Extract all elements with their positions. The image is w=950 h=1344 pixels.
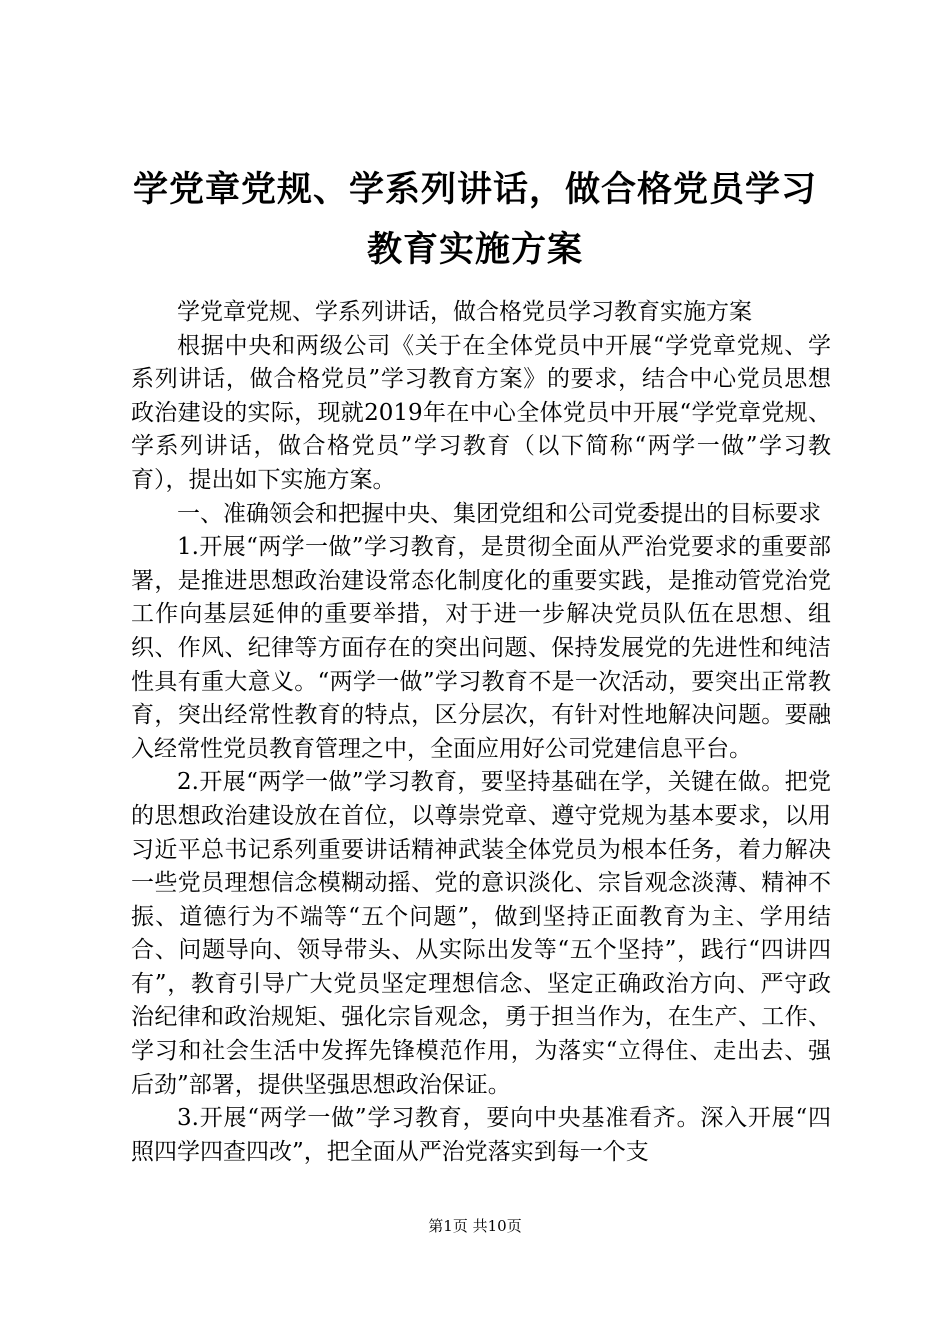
paragraph: 根据中央和两级公司《关于在全体党员中开展“学党章党规、学系列讲话，做合格党员”学习教育方案》的要求，结合中心党员思想政治建设的实际，现就2019年在中心全体党员中开展“学党章党规、学系列讲话，做合格党员”学习教育（以下简称“两学一做”学习教育），提出如下实施方案。 [131,332,831,493]
paragraph: 1.开展“两学一做”学习教育，是贯彻全面从严治党要求的重要部署，是推进思想政治建设常态化制度化的重要实践，是推动管党治党工作向基层延伸的重要举措，对于进一步解决党员队伍在思想、组织、作风、纪律等方面存在的突出问题、保持发展党的先进性和纯洁性具有重大意义。“两学一做”学习教育不是一次活动，要突出正常教育，突出经常性教育的特点，区分层次，有针对性地解决问题。要融入经常性党员教育管理之中，全面应用好公司党建信息平台。 [131,534,831,762]
paragraph: 2.开展“两学一做”学习教育，要坚持基础在学，关键在做。把党的思想政治建设放在首位，以尊崇党章、遵守党规为基本要求，以用习近平总书记系列重要讲话精神武装全体党员为根本任务，着力解决一些党员理想信念模糊动摇、党的意识淡化、宗旨观念淡薄、精神不振、道德行为不端等“五个问题”，做到坚持正面教育为主、学用结合、问题导向、领导带头、从实际出发等“五个坚持”，践行“四讲四有”，教育引导广大党员坚定理想信念、坚定正确政治方向、严守政治纪律和政治规矩、强化宗旨观念，勇于担当作为，在生产、工作、学习和社会生活中发挥先锋模范作用，为落实“立得住、走出去、强后劲”部署，提供坚强思想政治保证。 [131,769,831,1098]
page-footer: 第1页 共10页 [428,1217,522,1235]
document-title: 学党章党规、学系列讲话，做合格党员学习教育实施方案 [132,170,817,270]
paragraph: 3.开展“两学一做”学习教育，要向中央基准看齐。深入开展“四照四学四查四改”，把全面从严治党落实到每一个支 [131,1105,831,1165]
section-heading: 一、准确领会和把握中央、集团党组和公司党委提出的目标要求 [177,500,821,527]
paragraph: 学党章党规、学系列讲话，做合格党员学习教育实施方案 [177,299,752,325]
document-body [131,296,831,1169]
